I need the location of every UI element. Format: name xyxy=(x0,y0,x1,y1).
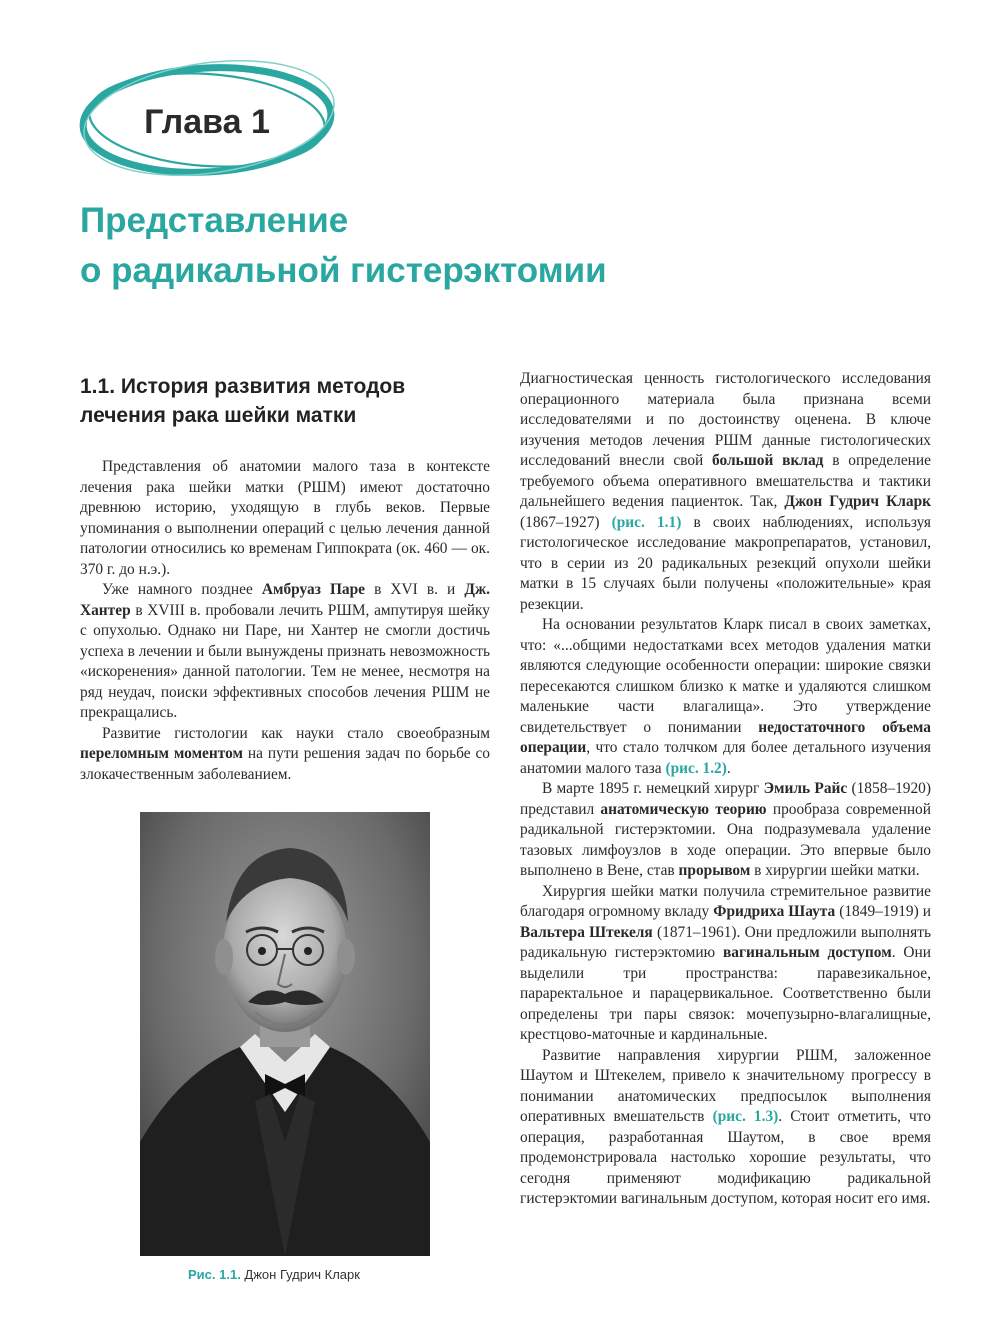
figure-reference[interactable]: (рис. 1.1) xyxy=(611,513,682,531)
person-name: Фридриха Шаута xyxy=(713,903,836,920)
person-name: Амбруаз Паре xyxy=(261,581,366,598)
text: (1871–1961). Они предложили выполнять радикальную гистерэктомию xyxy=(520,923,931,961)
paragraph xyxy=(520,1046,931,1210)
text: на пути решения задач по борьбе со злокачественным заболеванием. xyxy=(80,745,490,783)
text: в XVIII в. пробовали лечить РШМ, ампутируя шейку с опухолью. Однако ни Паре, ни Хантер не смогли достичь успеха в лечении и были вынуждены признать невозможность «искоренения» данной патологии. Тем не менее, несмотря на ряд неудач, поиски эффективных способов лечения РШМ не прекращались. xyxy=(80,601,490,721)
emphasis: большой вклад xyxy=(712,452,824,469)
chapter-label: Глава 1 xyxy=(144,102,270,141)
chapter-title xyxy=(80,196,940,296)
paragraph xyxy=(80,724,490,786)
emphasis: прорывом xyxy=(678,862,751,879)
emphasis: анатомическую теорию xyxy=(600,800,767,818)
chapter-title-line: Представление xyxy=(80,201,349,240)
figure-reference[interactable]: (рис. 1.2) xyxy=(665,759,727,777)
chapter-title-line: о радикальной гистерэктомии xyxy=(80,251,607,290)
paragraph xyxy=(80,457,490,580)
section-heading-line: лечения рака шейки матки xyxy=(80,404,357,427)
left-column xyxy=(80,457,490,785)
figure-label: Рис. 1.1. xyxy=(188,1267,241,1282)
paragraph xyxy=(520,615,931,779)
person-name: Эмиль Райс xyxy=(763,780,848,797)
figure-caption-text: Джон Гудрич Кларк xyxy=(240,1267,360,1282)
text: в XVI в. и xyxy=(365,581,465,598)
emphasis: недостаточного объема операции xyxy=(520,718,931,756)
text: Хирургия шейки матки получила стремительное развитие благодаря огромному вкладу xyxy=(520,882,931,920)
text: (1858–1920) представил xyxy=(520,780,931,818)
text: Уже намного позднее xyxy=(102,581,262,598)
paragraph xyxy=(520,369,931,615)
person-name: Дж. Хантер xyxy=(80,581,490,619)
text: Развитие гистологии как науки стало своеобразным xyxy=(102,724,490,742)
text: (1849–1919) и xyxy=(835,903,931,920)
text: (1867–1927) xyxy=(520,513,612,531)
portrait-photo xyxy=(140,812,430,1256)
person-name: Вальтера Штекеля xyxy=(520,923,653,941)
text: в своих наблюдениях, используя гистологическое исследование макропрепаратов, установил, что в серии из 20 радикальных резекций опухоли шейки матки в 15 случаях были получены «положительные» края резекции. xyxy=(520,513,931,613)
emphasis: вагинальным доступом xyxy=(722,944,892,961)
portrait-illustration xyxy=(140,812,430,1256)
emphasis: переломным моментом xyxy=(80,745,243,762)
section-heading xyxy=(80,372,510,430)
right-column xyxy=(520,369,931,1210)
section-heading-line: 1.1. История развития методов xyxy=(80,375,406,398)
figure-caption xyxy=(188,1267,488,1282)
person-name: Джон Гудрич Кларк xyxy=(784,493,931,510)
paragraph xyxy=(80,580,490,724)
text: . Стоит отметить, что операция, разработанная Шаутом, в свое время продемонстрировала настолько хорошие результаты, что сегодня применяют модификацию радикальной гистерэктомии вагинальным доступом, которая носит его имя. xyxy=(520,1108,932,1207)
text: Диагностическая ценность гистологического исследования операционного материала была признана всеми исследователями и по достоинству оценена. В ключе изучения методов лечения РШМ данные гистологических исследований внесли свой xyxy=(520,370,931,469)
text: в хирургии шейки матки. xyxy=(750,862,920,879)
text: прообраза современной радикальной гистерэктомии. Она подразумевала удаление тазовых лимфоузлов в ходе операции. Это впервые было выполнено в Вене, став xyxy=(520,800,931,879)
text: . Они выделили три пространства: паравезикальное, параректальное и парацервикальное. Соответственно были определены три пары связок: мочепузырно-влагалищные, крестцово-маточные и кардинальные. xyxy=(520,944,931,1043)
text: . xyxy=(726,759,731,777)
text: , что стало толчком для более детального изучения анатомии малого таза xyxy=(520,739,931,777)
text: в определение требуемого объема оперативного вмешательства и тактики дальнейшего ведения пациенток. Так, xyxy=(520,452,931,510)
figure-reference[interactable]: (рис. 1.3) xyxy=(712,1108,779,1125)
text: Развитие направления хирургии РШМ, заложенное Шаутом и Штекелем, привело к значительному прогрессу в понимании анатомических предпосылок выполнения оперативных вмешательств xyxy=(520,1046,931,1125)
paragraph xyxy=(520,882,931,1046)
chapter-badge xyxy=(76,58,338,182)
text: Представления об анатомии малого таза в контексте лечения рака шейки матки (РШМ) имеют достаточно древнюю историю, уходящую в глубь веков. Первые упоминания о выполнении операций с целью лечения данной патологии относились ко временам Гиппократа (ок. 460 — ок. 370 г. до н.э.). xyxy=(80,458,490,578)
text: На основании результатов Кларк писал в своих заметках, что: «...общими недостатками всех методов удаления матки являются следующие особенности операции: широкие связки пересекаются слишком близко к матке и удаляются слишком маленькие части влагалища». Это утверждение свидетельствует о понимании xyxy=(520,616,931,736)
text: В марте 1895 г. немецкий хирург xyxy=(542,780,764,797)
paragraph xyxy=(520,779,931,882)
